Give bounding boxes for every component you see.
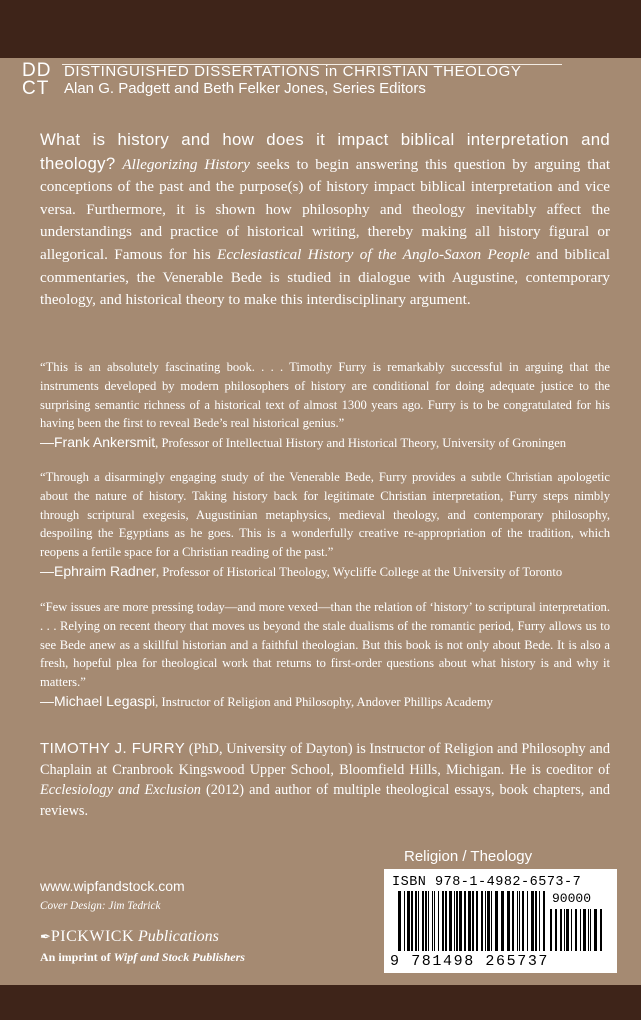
author-bio	[40, 739, 610, 821]
barcode-bar	[407, 891, 410, 951]
endorsement	[40, 358, 610, 453]
price-bars	[550, 909, 604, 951]
publisher-name-italic: Publications	[138, 928, 219, 945]
bio-part-2: (2012) and author of multiple theological essays, book chapters, and reviews.	[40, 782, 611, 819]
barcode-bar	[555, 909, 557, 951]
barcode-bar	[411, 891, 413, 951]
quill-icon: ✒	[40, 929, 51, 944]
barcode-bar	[527, 891, 528, 951]
price-code: 90000	[552, 891, 592, 906]
barcode-bar	[415, 891, 417, 951]
ean-bars	[398, 891, 546, 951]
series-header	[18, 60, 638, 100]
barcode-bar	[583, 909, 586, 951]
barcode-bar	[485, 891, 486, 951]
barcode-bar	[445, 891, 447, 951]
barcode-bar	[550, 909, 552, 951]
bottom-band	[0, 985, 641, 1020]
endorsement-attribution	[40, 692, 610, 712]
barcode-bar	[491, 891, 492, 951]
barcode-bar	[468, 891, 471, 951]
barcode	[384, 869, 617, 973]
barcode-bar	[519, 891, 520, 951]
barcode-bar	[588, 909, 589, 951]
top-band	[0, 0, 641, 58]
series-title: DISTINGUISHED DISSERTATIONS in CHRISTIAN THEOLOGY	[64, 63, 522, 80]
publisher-url[interactable]: www.wipfandstock.com	[40, 878, 185, 894]
endorser-name: —Ephraim Radner	[40, 562, 156, 579]
barcode-bar	[571, 909, 572, 951]
imprint-line	[40, 950, 245, 965]
barcode-bar	[456, 891, 458, 951]
publisher-name: PICKWICK	[50, 928, 135, 945]
work-title: Ecclesiastical History of the Anglo-Saxon People	[217, 245, 530, 263]
barcode-bar	[512, 891, 514, 951]
barcode-bar	[600, 909, 602, 951]
series-logo-bottom: CT	[22, 78, 50, 99]
barcode-bar	[464, 891, 466, 951]
imprint-prefix: An imprint of	[40, 950, 111, 964]
bio-part-1: (PhD, University of Dayton) is Instructor of Religion and Philosophy and Chaplain at Cranbrook Kingswood Upper School, Bloomfield Hills, Michigan. He is coeditor of	[40, 741, 610, 778]
barcode-bar	[432, 891, 433, 951]
endorsement-attribution	[40, 562, 610, 582]
author-name: TIMOTHY J. FURRY	[40, 740, 186, 757]
barcode-bar	[560, 909, 562, 951]
barcode-bar	[535, 891, 537, 951]
barcode-bar	[495, 891, 498, 951]
barcode-bar	[543, 891, 545, 951]
endorsement-quote: “This is an absolutely fascinating book. . . . Timothy Furry is remarkably successful in arguing that the instruments developed by modern philosophers of history are conditional for doing adequate justice to the surprising semantic richness of a historical text of almost 1300 years ago. Furry is to be congratulated for his having been the first to reveal Bede’s real historical genius.”	[40, 360, 610, 431]
endorser-name: —Frank Ankersmit	[40, 434, 156, 451]
barcode-bar	[459, 891, 462, 951]
description-part-2: and biblical commentaries, the Venerable Bede is studied in dialogue with Augustine, contemporary theology, and historical theory to make this interdisciplinary argument.	[40, 245, 610, 309]
barcode-bar	[564, 909, 565, 951]
barcode-bar	[438, 891, 439, 951]
endorsement-quote: “Few issues are more pressing today—and more vexed—than the relation of ‘history’ to scriptural interpretation. . . . Relying on recent theory that moves us beyond the stale dualisms of the romantic period, Furry allows us to see Bede anew as a skillful historian and a faithful theologian. But this book is not only about Bede. It is also a fresh, hopeful plea for theological work that returns to first-order questions about what history is and why it matters.”	[40, 600, 610, 690]
publisher-logo	[40, 928, 219, 946]
series-logo	[22, 62, 60, 98]
barcode-bar	[566, 909, 569, 951]
barcode-bar	[422, 891, 424, 951]
cover-design-credit: Cover Design: Jim Tedrick	[40, 900, 161, 912]
barcode-bar	[531, 891, 534, 951]
barcode-digits: 9 781498 265737	[390, 953, 550, 970]
barcode-bar	[539, 891, 540, 951]
barcode-bar	[442, 891, 444, 951]
barcode-bar	[594, 909, 597, 951]
barcode-bar	[481, 891, 483, 951]
barcode-bar	[517, 891, 518, 951]
description-part-1: seeks to begin answering this question by arguing that conceptions of the past and the purpose(s) of history impact biblical interpretation and vice versa. Furthermore, it is shown how philosophy and theology inevitably affect the understandings and practice of historical writing, thereby making all history figural or allegorical. Famous for his	[40, 155, 611, 263]
barcode-bar	[454, 891, 455, 951]
barcode-bar	[487, 891, 490, 951]
imprint-name: Wipf and Stock Publishers	[113, 950, 245, 964]
barcode-bar	[449, 891, 452, 951]
bio-book-title: Ecclesiology and Exclusion	[40, 782, 201, 799]
endorser-affiliation: , Professor of Intellectual History and Historical Theory, University of Groningen	[155, 436, 567, 451]
barcode-bar	[501, 891, 504, 951]
book-description	[40, 129, 610, 312]
barcode-bar	[425, 891, 427, 951]
barcode-bar	[472, 891, 474, 951]
book-title: Allegorizing History	[122, 155, 250, 173]
endorser-affiliation: , Instructor of Religion and Philosophy, Andover Phillips Academy	[155, 694, 493, 709]
category-label: Religion / Theology	[404, 848, 533, 865]
barcode-bar	[590, 909, 591, 951]
series-logo-top: DD	[22, 60, 52, 81]
description-lead: What is history and how does it impact biblical interpretation and theology?	[40, 130, 610, 173]
endorser-name: —Michael Legaspi	[40, 692, 156, 709]
barcode-bar	[404, 891, 405, 951]
barcode-bar	[428, 891, 429, 951]
endorsement	[40, 468, 610, 582]
barcode-bar	[398, 891, 401, 951]
barcode-bar	[418, 891, 419, 951]
barcode-bar	[580, 909, 581, 951]
series-editors: Alan G. Padgett and Beth Felker Jones, Series Editors	[64, 80, 426, 97]
barcode-bar	[575, 909, 577, 951]
barcode-bar	[476, 891, 478, 951]
endorsement	[40, 598, 610, 712]
endorsement-attribution	[40, 433, 610, 453]
barcode-bar	[434, 891, 435, 951]
barcode-bar	[522, 891, 524, 951]
isbn-text: ISBN 978-1-4982-6573-7	[392, 875, 582, 890]
barcode-bar	[507, 891, 510, 951]
endorser-affiliation: , Professor of Historical Theology, Wycliffe College at the University of Toronto	[155, 564, 563, 579]
endorsement-quote: “Through a disarmingly engaging study of the Venerable Bede, Furry provides a subtle Christian apologetic about the nature of history. Taking history back for legitimate Christian interpretation, Furry steps nimbly through scriptural exegesis, Augustinian metaphysics, medieval theology, and contemporary philosophy, despoiling the Egyptians as he goes. This is a wonderfully creative re-appropriation of the tradition, which reopens a fertile space for a Christian reading of the past.”	[40, 470, 610, 560]
